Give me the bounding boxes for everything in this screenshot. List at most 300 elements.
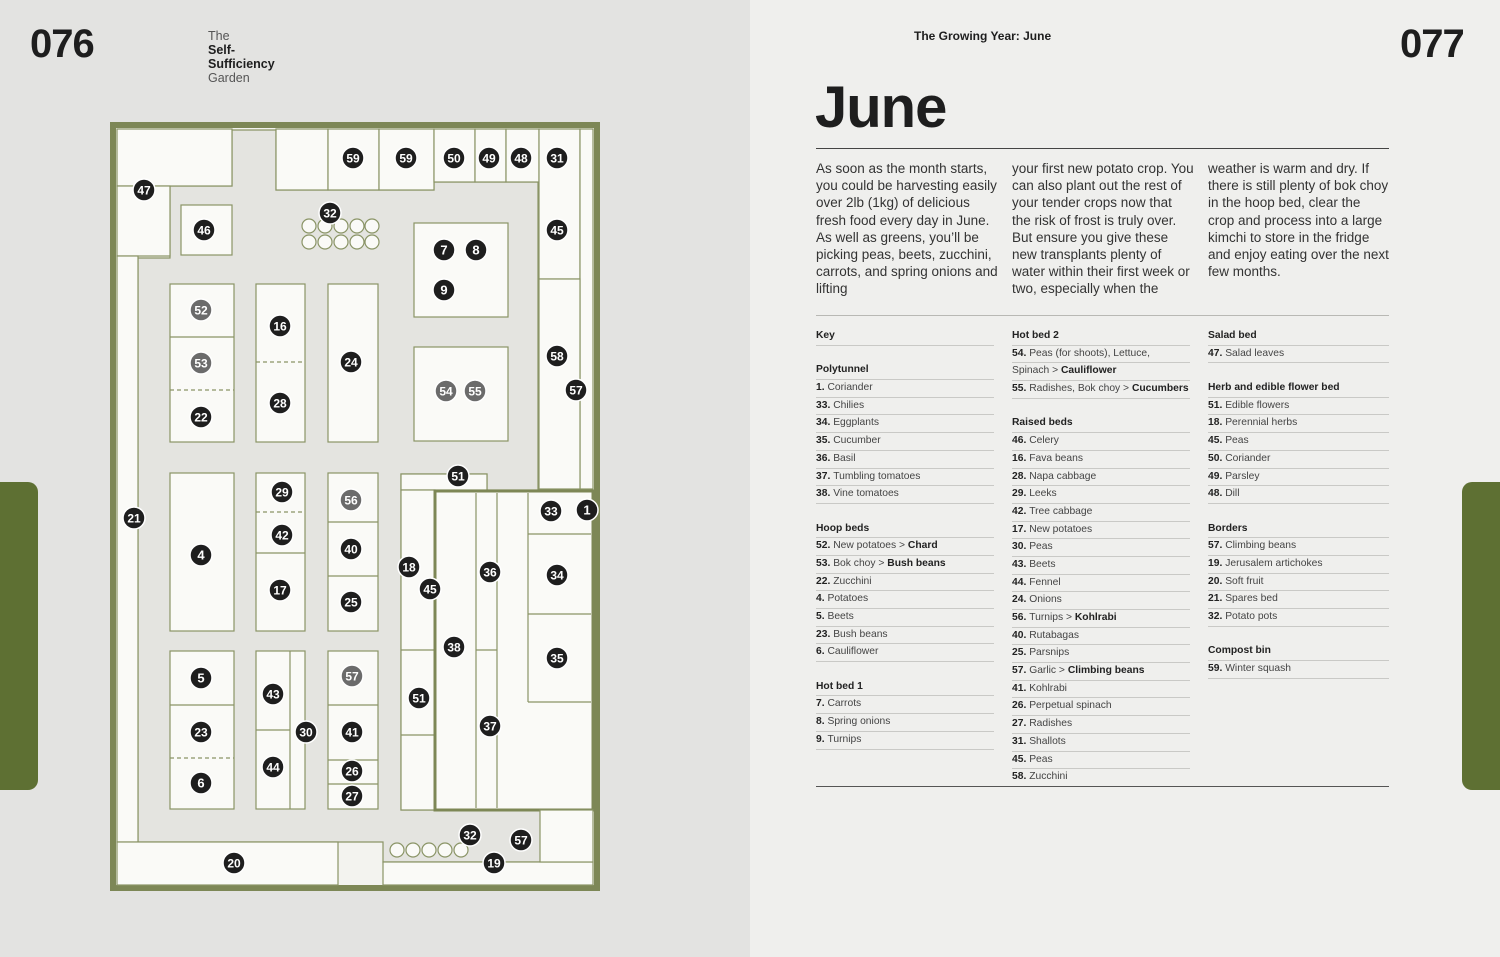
key-item-number: 41. <box>1012 682 1030 694</box>
key-item-number: 8. <box>816 716 828 728</box>
bed-marker-label: 46 <box>197 223 211 238</box>
key-item <box>816 609 994 627</box>
key-item-text: Jerusalem artichokes <box>1225 557 1323 569</box>
key-item-number: 53. <box>816 557 834 569</box>
key-item-text: Potatoes <box>827 593 869 605</box>
key-item-number: 24. <box>1012 594 1030 606</box>
key-item-number: 52. <box>816 540 834 552</box>
key-heading: Borders <box>1208 521 1389 539</box>
key-item-number: 33. <box>816 399 834 411</box>
key-item <box>1208 556 1389 574</box>
key-item-text: Tumbling tomatoes <box>833 470 921 482</box>
title-rule <box>816 148 1389 149</box>
key-item-text: Winter squash <box>1225 663 1292 675</box>
key-item-number: 19. <box>1208 557 1226 569</box>
key-item-number: 59. <box>1208 663 1226 675</box>
key-item-text: Chilies <box>833 399 865 411</box>
key-item <box>1012 451 1190 469</box>
bed-marker <box>190 406 212 428</box>
bed-marker <box>190 299 212 321</box>
bed-marker-label: 8 <box>472 242 480 258</box>
bed-marker-label: 49 <box>482 151 496 166</box>
key-item-successor: Cucumbers <box>1131 383 1189 395</box>
bed-marker <box>433 239 455 261</box>
key-item <box>816 591 994 609</box>
key-item-text: Radishes <box>1029 718 1073 730</box>
bed-marker <box>510 829 532 851</box>
key-item <box>1208 591 1389 609</box>
body-column: your first new potato crop. You can also plant out the rest of your tender crops now that the risk of frost is truly over. But ensure you give these new transplants plenty of water within their first week or two, especially when the <box>1012 161 1194 297</box>
key-item <box>816 469 994 487</box>
bed-marker <box>190 667 212 689</box>
bed-marker <box>540 500 562 522</box>
bed-marker <box>459 824 481 846</box>
bed-marker <box>478 147 500 169</box>
key-item-text: Perennial herbs <box>1225 417 1298 429</box>
bed-marker-label: 25 <box>344 595 358 610</box>
key-item-successor: Cauliflower <box>1060 365 1117 377</box>
key-item <box>1208 661 1389 679</box>
bed-marker-label: 53 <box>194 356 208 371</box>
key-item-text: Spinach > <box>1012 365 1061 377</box>
bed-marker <box>190 772 212 794</box>
key-item-text: Parsnips <box>1029 647 1070 659</box>
key-item-successor: Chard <box>907 540 938 552</box>
key-item <box>816 574 994 592</box>
bed-marker-label: 24 <box>344 355 358 370</box>
key-item-number: 22. <box>816 575 834 587</box>
key-item <box>1208 538 1389 556</box>
key-item <box>1012 645 1190 663</box>
key-item-number: 46. <box>1012 435 1030 447</box>
key-item <box>1012 346 1190 364</box>
key-heading: Polytunnel <box>816 362 994 380</box>
bed-marker <box>340 538 362 560</box>
key-item-text: Edible flowers <box>1225 399 1290 411</box>
key-item-text: Vine tomatoes <box>833 488 899 500</box>
key-item-number: 51. <box>1208 399 1226 411</box>
key-item-number: 58. <box>1012 771 1030 783</box>
key-item <box>1012 734 1190 752</box>
key-item <box>1012 522 1190 540</box>
key-item-number: 23. <box>816 628 834 640</box>
bed-marker <box>341 785 363 807</box>
key-item <box>816 486 994 504</box>
bed-marker-label: 56 <box>344 493 358 508</box>
bed-21 <box>117 256 138 842</box>
key-item <box>816 538 994 556</box>
key-item-text: Zucchini <box>1029 771 1068 783</box>
key-item <box>816 433 994 451</box>
bed-marker-label: 35 <box>550 651 564 666</box>
key-item-number: 44. <box>1012 576 1030 588</box>
bed-marker-label: 43 <box>266 687 280 702</box>
bed-marker <box>295 721 317 743</box>
bed-marker <box>190 544 212 566</box>
key-item-number: 6. <box>816 646 828 658</box>
key-heading: Compost bin <box>1208 643 1389 661</box>
bed-marker <box>341 760 363 782</box>
key-item <box>1012 663 1190 681</box>
key-item-number: 37. <box>816 470 834 482</box>
bed-marker <box>479 561 501 583</box>
bed-marker-label: 26 <box>345 764 359 779</box>
bed-marker-label: 57 <box>569 383 583 398</box>
bed-marker <box>576 499 598 521</box>
body-column: weather is warm and dry. If there is still plenty of bok choy in the hoop bed, clear the crop and process into a large kimchi to store in the fridge and enjoy eating over the next few months. <box>1208 161 1389 280</box>
bed-marker-label: 32 <box>463 828 477 843</box>
key-item-text: Cauliflower <box>827 646 879 658</box>
key-item-text: Garlic > <box>1029 665 1068 677</box>
bed-marker <box>408 687 430 709</box>
bed-marker-label: 40 <box>344 542 358 557</box>
bed-marker <box>443 636 465 658</box>
key-item <box>1012 433 1190 451</box>
key-item-text: Salad leaves <box>1225 347 1285 359</box>
body-column: As soon as the month starts, you could be harvesting easily over 2lb (1kg) of delicious fresh food every day in June. As well as greens, you’ll be picking peas, beets, zucchini, carrots, and spring onions and lifting <box>816 161 998 297</box>
key-item-text: Climbing beans <box>1225 540 1297 552</box>
key-item-number: 57. <box>1012 665 1030 677</box>
key-item-number: 1. <box>816 382 828 394</box>
key-item-text: Bok choy > <box>833 557 888 569</box>
key-item-text: Beets <box>827 611 854 622</box>
key-column <box>1012 328 1190 787</box>
key-item <box>1012 469 1190 487</box>
bed-marker-label: 17 <box>273 583 287 598</box>
bed-marker-label: 18 <box>402 560 416 575</box>
key-item-text: Peas <box>1029 753 1053 765</box>
key-item-number: 5. <box>816 611 828 622</box>
bed-marker <box>464 380 486 402</box>
bed-marker-label: 57 <box>514 833 528 848</box>
bed-marker <box>262 683 284 705</box>
key-column <box>1208 328 1389 679</box>
key-item <box>816 714 994 732</box>
book-title-line: Self- <box>208 43 236 57</box>
key-item-number: 55. <box>1012 383 1030 395</box>
key-item <box>816 696 994 714</box>
bed-marker <box>433 279 455 301</box>
bed-marker-label: 6 <box>197 775 205 791</box>
key-item <box>1208 398 1389 416</box>
bed-marker-label: 34 <box>550 568 564 583</box>
bed-marker-label: 9 <box>440 282 448 298</box>
bed-marker <box>269 579 291 601</box>
key-item <box>1012 610 1190 628</box>
key-item-text: Beets <box>1029 558 1056 570</box>
key-item-text: Carrots <box>827 698 862 710</box>
running-head: The Growing Year: June <box>914 29 1052 43</box>
bed-marker-label: 22 <box>194 410 208 425</box>
key-item-number: 21. <box>1208 593 1226 605</box>
key-item <box>1208 574 1389 592</box>
key-item-number: 17. <box>1012 523 1030 535</box>
bed-marker-label: 36 <box>483 565 497 580</box>
key-item-number: 35. <box>816 435 834 447</box>
bed-marker-label: 16 <box>273 319 287 334</box>
key-item-successor: Kohlrabi <box>1074 612 1117 623</box>
key-item-number: 25. <box>1012 647 1030 659</box>
bed-marker-label: 4 <box>197 547 205 563</box>
key-item-number: 50. <box>1208 452 1226 464</box>
bed-marker-label: 51 <box>451 469 465 484</box>
bed-marker-label: 23 <box>194 725 208 740</box>
bed-marker <box>269 392 291 414</box>
bed-marker-label: 20 <box>227 856 241 871</box>
book-title-line: Garden <box>208 71 250 85</box>
bed-marker-label: 38 <box>447 640 461 655</box>
bed-marker <box>123 507 145 529</box>
key-item <box>1208 469 1389 487</box>
bed-marker-label: 5 <box>197 670 205 686</box>
key-item <box>1012 752 1190 770</box>
key-heading: Raised beds <box>1012 415 1190 433</box>
bed-marker-label: 59 <box>346 151 360 166</box>
bed-marker <box>190 721 212 743</box>
bed-marker <box>340 351 362 373</box>
key-heading: Herb and edible flower bed <box>1208 380 1389 398</box>
key-item-number: 57. <box>1208 540 1226 552</box>
bottom-rule <box>816 786 1389 787</box>
bed-marker-label: 51 <box>412 691 426 706</box>
raised-bed <box>256 284 305 442</box>
bed-marker <box>223 852 245 874</box>
key-item <box>1012 557 1190 575</box>
bed-marker-label: 58 <box>550 349 564 364</box>
bed-marker-label: 47 <box>137 183 151 198</box>
hot-bed-2 <box>414 347 508 441</box>
bed-marker <box>340 489 362 511</box>
key-item-text: Soft fruit <box>1225 575 1264 587</box>
key-item-text: Fennel <box>1029 576 1061 588</box>
bed-marker-label: 54 <box>439 384 453 399</box>
key-item <box>1012 486 1190 504</box>
key-heading: Hot bed 2 <box>1012 328 1190 346</box>
bed-marker-label: 7 <box>440 242 448 258</box>
key-spacer <box>816 504 994 521</box>
bed-marker-label: 30 <box>299 725 313 740</box>
bed-marker-label: 50 <box>447 151 461 166</box>
key-heading: Key <box>816 328 994 346</box>
key-item-text: Basil <box>833 452 856 464</box>
key-item <box>1012 592 1190 610</box>
key-item-text: Onions <box>1029 594 1062 606</box>
key-item-number: 34. <box>816 417 834 429</box>
key-item-number: 4. <box>816 593 828 605</box>
bed-marker <box>193 219 215 241</box>
key-heading: Hot bed 1 <box>816 679 994 697</box>
key-item <box>816 415 994 433</box>
key-item <box>816 732 994 750</box>
key-item-successor: Bush beans <box>887 557 946 569</box>
bed-marker <box>483 852 505 874</box>
key-item <box>1012 628 1190 646</box>
key-item-successor: Climbing beans <box>1067 665 1145 677</box>
key-item-text: New potatoes > <box>833 540 908 552</box>
key-item <box>1012 575 1190 593</box>
key-item <box>1012 504 1190 522</box>
page-number-right: 077 <box>1400 22 1464 66</box>
bed-marker-label: 29 <box>275 485 289 500</box>
key-item-text: Peas (for shoots), Lettuce, <box>1029 347 1150 359</box>
key-item-text: Rutabagas <box>1029 629 1079 641</box>
key-item-text: Potato pots <box>1225 611 1278 622</box>
bed-marker-label: 55 <box>468 384 482 399</box>
key-item-text: Parsley <box>1225 470 1260 482</box>
compost-bin <box>276 129 328 190</box>
key-item-text: Dill <box>1225 488 1240 500</box>
key-item <box>1208 451 1389 469</box>
bed-marker <box>565 379 587 401</box>
key-item-number: 47. <box>1208 347 1226 359</box>
bed-marker-label: 37 <box>483 719 497 734</box>
bed-marker <box>271 481 293 503</box>
key-item <box>1012 769 1190 787</box>
key-item-number: 31. <box>1012 735 1030 747</box>
key-item <box>1012 381 1190 399</box>
bed-marker-label: 31 <box>550 151 564 166</box>
bed-marker <box>190 352 212 374</box>
bed-marker <box>546 647 568 669</box>
key-item-number: 56. <box>1012 612 1030 623</box>
key-item <box>816 556 994 574</box>
bed-marker-label: 44 <box>266 760 280 775</box>
bed-marker <box>546 345 568 367</box>
key-item-text: Turnips <box>827 733 862 745</box>
bed-marker <box>341 721 363 743</box>
bed-marker-label: 33 <box>544 504 558 519</box>
bed-marker <box>447 465 469 487</box>
key-item-text: Fava beans <box>1029 452 1083 464</box>
bed-marker-label: 48 <box>514 151 528 166</box>
bed-marker <box>546 147 568 169</box>
key-item-text: Celery <box>1029 435 1059 447</box>
book-title-line: Sufficiency <box>208 57 275 71</box>
key-item-text: Napa cabbage <box>1029 470 1097 482</box>
key-spacer <box>816 662 994 679</box>
key-item-number: 7. <box>816 698 828 710</box>
key-item-text: Radishes, Bok choy > <box>1029 383 1132 395</box>
bed-marker <box>435 380 457 402</box>
bed-marker-label: 42 <box>275 528 289 543</box>
key-item-number: 30. <box>1012 541 1030 553</box>
key-item-text: Coriander <box>1225 452 1271 464</box>
bed-marker-label: 45 <box>550 223 564 238</box>
key-item <box>816 644 994 662</box>
key-item-number: 9. <box>816 733 828 745</box>
key-item <box>1208 609 1389 627</box>
key-item <box>1012 681 1190 699</box>
key-item-number: 28. <box>1012 470 1030 482</box>
page-title: June <box>815 75 947 140</box>
key-item-number: 27. <box>1012 718 1030 730</box>
key-item-text: Leeks <box>1029 488 1057 500</box>
key-item <box>1012 539 1190 557</box>
key-heading: Hoop beds <box>816 521 994 539</box>
book-title-line: The <box>208 29 230 43</box>
bed-marker-label: 41 <box>345 725 359 740</box>
key-spacer <box>1208 504 1389 521</box>
page-number-left: 076 <box>30 22 94 66</box>
key-item-text: Peas <box>1225 435 1249 447</box>
key-item <box>1208 486 1389 504</box>
key-item <box>1208 433 1389 451</box>
bed-marker <box>419 578 441 600</box>
key-item <box>1012 698 1190 716</box>
key-item-number: 45. <box>1208 435 1226 447</box>
bed-marker-label: 45 <box>423 582 437 597</box>
key-item-text: Kohlrabi <box>1029 682 1067 694</box>
key-top-rule <box>816 315 1389 316</box>
key-item <box>816 380 994 398</box>
key-item-number: 29. <box>1012 488 1030 500</box>
key-item-number: 18. <box>1208 417 1226 429</box>
bed-marker <box>271 524 293 546</box>
key-item <box>1208 346 1389 364</box>
bed-marker <box>341 665 363 687</box>
key-item-number: 42. <box>1012 505 1030 517</box>
key-item-text: Bush beans <box>833 628 888 640</box>
key-column <box>816 328 994 750</box>
bed-marker <box>479 715 501 737</box>
bed-marker-label: 28 <box>273 396 287 411</box>
bed-marker-label: 27 <box>345 789 359 804</box>
bed-marker-label: 57 <box>345 669 359 684</box>
key-item-number: 43. <box>1012 558 1030 570</box>
section-tab-right <box>1462 482 1500 790</box>
key-item-text: Peas <box>1029 541 1053 553</box>
bed-marker <box>395 147 417 169</box>
bed-marker-label: 59 <box>399 151 413 166</box>
bed-marker <box>133 179 155 201</box>
key-spacer <box>816 346 994 363</box>
key-item-number: 40. <box>1012 629 1030 641</box>
key-item <box>816 451 994 469</box>
bed-marker <box>546 219 568 241</box>
key-item-text: Spares bed <box>1225 593 1278 605</box>
key-item-text: New potatoes <box>1029 523 1093 535</box>
bed-marker <box>398 556 420 578</box>
bed-marker <box>319 202 341 224</box>
key-item-text: Zucchini <box>833 575 872 587</box>
bed-marker-label: 32 <box>323 206 337 221</box>
key-item-text: Perpetual spinach <box>1029 700 1112 712</box>
bed-marker <box>269 315 291 337</box>
key-item-number: 49. <box>1208 470 1226 482</box>
key-item <box>816 627 994 645</box>
key-item-number: 54. <box>1012 347 1030 359</box>
bed-marker <box>465 239 487 261</box>
key-item <box>816 398 994 416</box>
key-item-text: Coriander <box>827 382 873 394</box>
key-item-text: Spring onions <box>827 716 891 728</box>
key-spacer <box>1208 363 1389 380</box>
bed-marker <box>510 147 532 169</box>
key-item-text: Turnips > <box>1029 612 1075 623</box>
key-item <box>1208 415 1389 433</box>
bed-marker-label: 1 <box>583 502 591 518</box>
hot-bed-1 <box>414 223 508 317</box>
key-item-number: 32. <box>1208 611 1226 622</box>
key-item-text: Eggplants <box>833 417 879 429</box>
bed-marker <box>546 564 568 586</box>
key-item-number: 26. <box>1012 700 1030 712</box>
bed-marker <box>262 756 284 778</box>
key-item-number: 45. <box>1012 753 1030 765</box>
key-spacer <box>1208 627 1389 644</box>
key-item <box>1012 716 1190 734</box>
bed-marker <box>342 147 364 169</box>
